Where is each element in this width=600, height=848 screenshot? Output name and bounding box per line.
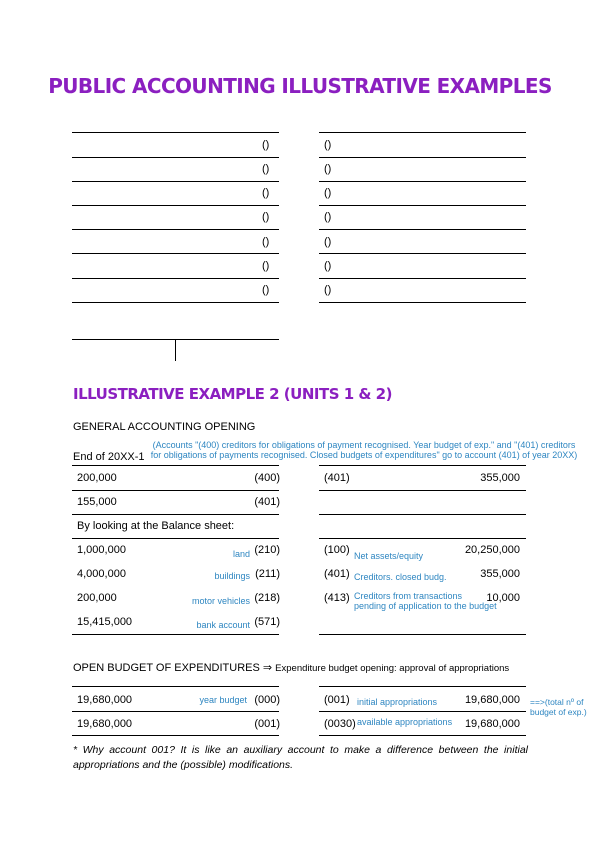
left-mark: () <box>262 211 270 223</box>
footnote: * Why account 001? It is like an auxiliary account to make a difference between the initial appropriations and the (possible) modifications. <box>73 744 528 771</box>
account-desc-line: pending of application to the budget <box>354 601 497 611</box>
left-mark: () <box>262 236 270 248</box>
account-code: (400) <box>254 472 280 484</box>
balance-label: By looking at the Balance sheet: <box>77 520 235 532</box>
divider <box>72 278 279 279</box>
divider <box>319 490 526 491</box>
opening-title: GENERAL ACCOUNTING OPENING <box>73 421 256 433</box>
side-note-line: budget of exp.) <box>530 707 587 717</box>
divider <box>72 465 279 466</box>
right-mark: () <box>324 236 332 248</box>
account-desc: Net assets/equity <box>354 551 424 561</box>
amount: 19,680,000 <box>77 718 133 730</box>
right-mark: () <box>324 163 332 175</box>
left-mark: () <box>262 284 270 296</box>
divider <box>319 514 526 515</box>
divider <box>72 181 279 182</box>
account-desc: land <box>232 549 250 559</box>
divider <box>72 538 279 539</box>
divider <box>319 302 526 303</box>
account-code: (401) <box>324 568 350 580</box>
amount: 19,680,000 <box>464 694 520 706</box>
amount: 15,415,000 <box>77 616 133 628</box>
divider <box>72 514 279 515</box>
divider <box>72 157 279 158</box>
divider <box>319 711 526 712</box>
left-mark: () <box>262 260 270 272</box>
divider <box>319 538 526 539</box>
budget-title <box>73 662 509 675</box>
divider <box>72 253 279 254</box>
divider <box>72 735 279 736</box>
accounts-note-line: (Accounts "(400) creditors for obligations of payment recognised. Year budget of exp." and "(401) creditors <box>152 440 576 450</box>
page-title: PUBLIC ACCOUNTING ILLUSTRATIVE EXAMPLES <box>48 74 552 98</box>
amount: 355,000 <box>480 472 520 484</box>
amount: 155,000 <box>77 496 117 508</box>
divider <box>72 634 279 635</box>
amount: 200,000 <box>77 592 117 604</box>
left-mark: () <box>262 163 270 175</box>
accounts-note <box>150 440 578 460</box>
amount: 19,680,000 <box>464 718 520 730</box>
account-desc: bank account <box>196 620 250 630</box>
divider <box>319 253 526 254</box>
account-desc-line: Creditors from transactions <box>354 591 463 601</box>
accounts-note-line: for obligations of payments recognised. Closed budgets of expenditures" go to account (401) of year 20XX) <box>150 450 578 460</box>
right-mark: () <box>324 260 332 272</box>
arrow-icon: ⇒ <box>262 662 273 674</box>
divider <box>319 465 526 466</box>
left-mark: () <box>262 187 270 199</box>
amount: 355,000 <box>480 568 520 580</box>
account-desc: buildings <box>214 571 250 581</box>
budget-title-text: OPEN BUDGET OF EXPENDITURES <box>73 662 260 674</box>
amount: 1,000,000 <box>77 544 126 556</box>
divider <box>72 711 279 712</box>
account-desc: available appropriations <box>357 717 453 727</box>
right-mark: () <box>324 187 332 199</box>
divider <box>72 205 279 206</box>
account-code: (571) <box>254 616 280 628</box>
divider <box>319 735 526 736</box>
left-mark: () <box>262 139 270 151</box>
amount: 200,000 <box>77 472 117 484</box>
side-note <box>530 697 587 717</box>
account-code: (413) <box>324 592 350 604</box>
account-code: (001) <box>254 718 280 730</box>
budget-subtitle: Expenditure budget opening: approval of appropriations <box>275 663 510 674</box>
amount: 4,000,000 <box>77 568 126 580</box>
divider <box>319 686 526 687</box>
account-code: (100) <box>324 544 350 556</box>
section-heading: ILLUSTRATIVE EXAMPLE 2 (UNITS 1 & 2) <box>73 385 392 403</box>
account-code: (218) <box>254 592 280 604</box>
divider <box>319 205 526 206</box>
account-code: (210) <box>254 544 280 556</box>
divider <box>319 229 526 230</box>
account-code: (211) <box>255 568 280 580</box>
account-code: (001) <box>324 694 350 706</box>
divider <box>319 181 526 182</box>
divider <box>319 157 526 158</box>
account-code: (401) <box>324 472 350 484</box>
divider <box>319 634 526 635</box>
amount: 19,680,000 <box>77 694 133 706</box>
right-mark: () <box>324 139 332 151</box>
divider <box>319 132 526 133</box>
account-desc: year budget <box>199 695 247 705</box>
right-mark: () <box>324 284 332 296</box>
account-code: (401) <box>254 496 280 508</box>
account-desc: Creditors. closed budg. <box>354 572 447 582</box>
side-note-line: ==>(total nº of <box>530 697 584 707</box>
account-code: (0030) <box>324 718 356 730</box>
end-label: End of 20XX-1 <box>73 451 145 463</box>
amount: 20,250,000 <box>464 544 520 556</box>
divider <box>72 132 279 133</box>
divider <box>319 278 526 279</box>
divider <box>72 302 279 303</box>
amount: 10,000 <box>486 592 520 604</box>
account-desc: initial appropriations <box>357 697 438 707</box>
account-desc: motor vehicles <box>191 596 250 606</box>
account-code: (000) <box>254 694 280 706</box>
divider <box>72 686 279 687</box>
t-account-stem <box>175 339 176 361</box>
divider <box>72 229 279 230</box>
right-mark: () <box>324 211 332 223</box>
divider <box>72 490 279 491</box>
